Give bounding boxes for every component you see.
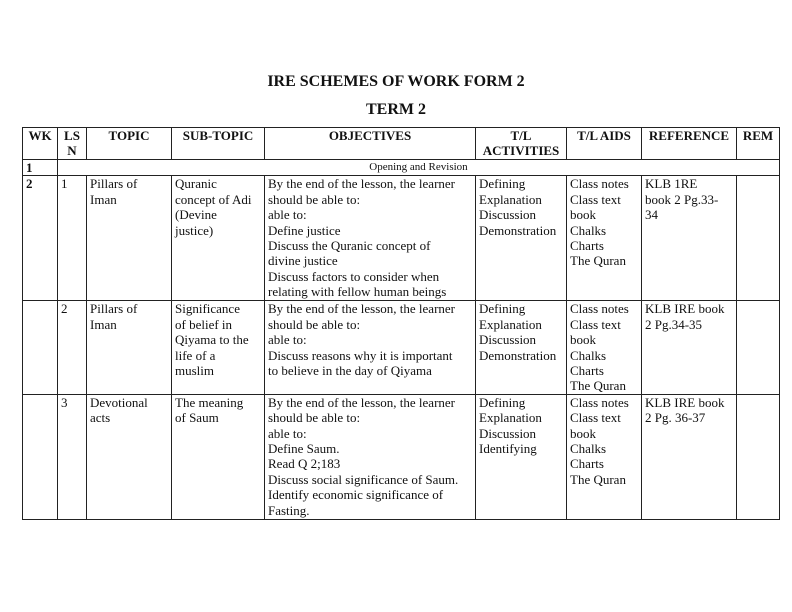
objectives-line: Read Q 2;183 — [268, 456, 341, 472]
aids-line: The Quran — [570, 378, 626, 394]
rem-cell — [737, 394, 780, 519]
aids-line: book — [570, 425, 596, 441]
subtopic-line: muslim — [175, 363, 215, 379]
activities-line: Explanation — [479, 410, 542, 426]
objectives-cell — [265, 176, 476, 301]
objectives-line: Define justice — [268, 222, 341, 238]
rem-cell — [737, 176, 780, 301]
activities-cell — [476, 176, 567, 301]
topic-line: Pillars of — [90, 301, 138, 317]
table-row — [23, 301, 780, 394]
reference-line: 34 — [645, 207, 658, 223]
aids-line: book — [570, 332, 596, 348]
aids-line: Charts — [570, 363, 604, 379]
aids-line: The Quran — [570, 471, 626, 487]
activities-line: Defining — [479, 394, 526, 410]
objectives-line: should be able to: — [268, 316, 361, 332]
document-title: IRE SCHEMES OF WORK FORM 2 — [267, 73, 525, 90]
reference-line: book 2 Pg.33- — [645, 191, 719, 207]
aids-cell — [567, 176, 642, 301]
objectives-line: relating with fellow human beings — [268, 284, 447, 300]
subtopic-line: of Saum — [175, 410, 219, 426]
topic-line: Devotional — [90, 394, 148, 410]
objectives-line: able to: — [268, 425, 307, 441]
reference-line: KLB IRE book — [645, 301, 725, 317]
activities-line: Defining — [479, 301, 526, 317]
header-objectives: OBJECTIVES — [265, 128, 476, 160]
term-heading: TERM 2 — [366, 101, 426, 118]
table-row — [23, 394, 780, 519]
aids-line: The Quran — [570, 253, 626, 269]
aids-line: book — [570, 207, 596, 223]
reference-line: 2 Pg. 36-37 — [645, 410, 706, 426]
objectives-line: Discuss the Quranic concept of — [268, 238, 431, 254]
objectives-line: Discuss factors to consider when — [268, 268, 440, 284]
rem-cell — [737, 301, 780, 394]
aids-line: Class text — [570, 191, 621, 207]
objectives-line: By the end of the lesson, the learner — [268, 301, 455, 317]
topic-line: Pillars of — [90, 176, 138, 192]
aids-line: Class notes — [570, 301, 629, 317]
activities-line: Demonstration — [479, 347, 557, 363]
objectives-line: able to: — [268, 332, 307, 348]
aids-line: Class notes — [570, 394, 629, 410]
subtopic-line: Qiyama to the — [175, 332, 249, 348]
topic-cell — [87, 176, 172, 301]
header-row — [23, 128, 780, 160]
topic-line: Iman — [90, 191, 117, 207]
table-row — [23, 176, 780, 301]
reference-line: 2 Pg.34-35 — [645, 316, 703, 332]
subtopic-line: of belief in — [175, 316, 233, 332]
objectives-line: divine justice — [268, 253, 338, 269]
header-rem: REM — [737, 128, 780, 160]
week-cell: 2 — [23, 176, 58, 301]
activities-line: Explanation — [479, 316, 542, 332]
aids-line: Charts — [570, 456, 604, 472]
subtopic-line: justice) — [175, 222, 214, 238]
header-aids: T/L AIDS — [567, 128, 642, 160]
aids-cell — [567, 394, 642, 519]
aids-line: Class notes — [570, 176, 629, 192]
objectives-line: Define Saum. — [268, 441, 340, 457]
subtopic-line: concept of Adi — [175, 191, 252, 207]
objectives-line: By the end of the lesson, the learner — [268, 394, 455, 410]
header-topic: TOPIC — [87, 128, 172, 160]
subtopic-cell — [172, 394, 265, 519]
subtopic-line: Significance — [175, 301, 240, 317]
aids-line: Charts — [570, 238, 604, 254]
objectives-line: should be able to: — [268, 191, 361, 207]
objectives-line: Fasting. — [268, 502, 310, 518]
week-cell — [23, 394, 58, 519]
activities-cell — [476, 394, 567, 519]
topic-cell — [87, 301, 172, 394]
reference-line: KLB IRE book — [645, 394, 725, 410]
aids-line: Class text — [570, 316, 621, 332]
activities-line: Demonstration — [479, 222, 557, 238]
activities-cell — [476, 301, 567, 394]
aids-line: Chalks — [570, 222, 607, 238]
activities-line: Defining — [479, 176, 526, 192]
header-reference: REFERENCE — [642, 128, 737, 160]
week-cell: 1 — [23, 160, 58, 176]
objectives-line: able to: — [268, 207, 307, 223]
schemes-table — [22, 127, 780, 520]
activities-line: Discussion — [479, 207, 537, 223]
reference-cell — [642, 301, 737, 394]
lesson-cell: 3 — [58, 394, 87, 519]
opening-revision-cell: Opening and Revision — [58, 160, 780, 176]
reference-line: KLB 1RE — [645, 176, 698, 192]
objectives-line: to believe in the day of Qiyama — [268, 363, 432, 379]
activities-line: Identifying — [479, 441, 537, 457]
header-lsn: LS N — [58, 128, 87, 160]
week-cell — [23, 301, 58, 394]
aids-line: Chalks — [570, 441, 607, 457]
objectives-line: Discuss social significance of Saum. — [268, 471, 459, 487]
reference-cell — [642, 176, 737, 301]
header-activities: T/L ACTIVITIES — [476, 128, 567, 160]
activities-line: Discussion — [479, 332, 537, 348]
aids-cell — [567, 301, 642, 394]
table-row — [23, 160, 780, 176]
header-wk: WK — [23, 128, 58, 160]
subtopic-line: life of a — [175, 347, 216, 363]
lesson-cell: 1 — [58, 176, 87, 301]
objectives-cell — [265, 301, 476, 394]
aids-line: Class text — [570, 410, 621, 426]
objectives-line: should be able to: — [268, 410, 361, 426]
header-subtopic: SUB-TOPIC — [172, 128, 265, 160]
reference-cell — [642, 394, 737, 519]
topic-cell — [87, 394, 172, 519]
activities-line: Discussion — [479, 425, 537, 441]
objectives-cell — [265, 394, 476, 519]
lesson-cell: 2 — [58, 301, 87, 394]
activities-line: Explanation — [479, 191, 542, 207]
topic-line: acts — [90, 410, 111, 426]
aids-line: Chalks — [570, 347, 607, 363]
topic-line: Iman — [90, 316, 117, 332]
objectives-line: By the end of the lesson, the learner — [268, 176, 455, 192]
subtopic-line: (Devine — [175, 207, 217, 223]
objectives-line: Discuss reasons why it is important — [268, 347, 453, 363]
subtopic-line: Quranic — [175, 176, 217, 192]
objectives-line: Identify economic significance of — [268, 487, 444, 503]
subtopic-cell — [172, 176, 265, 301]
subtopic-line: The meaning — [175, 394, 244, 410]
subtopic-cell — [172, 301, 265, 394]
